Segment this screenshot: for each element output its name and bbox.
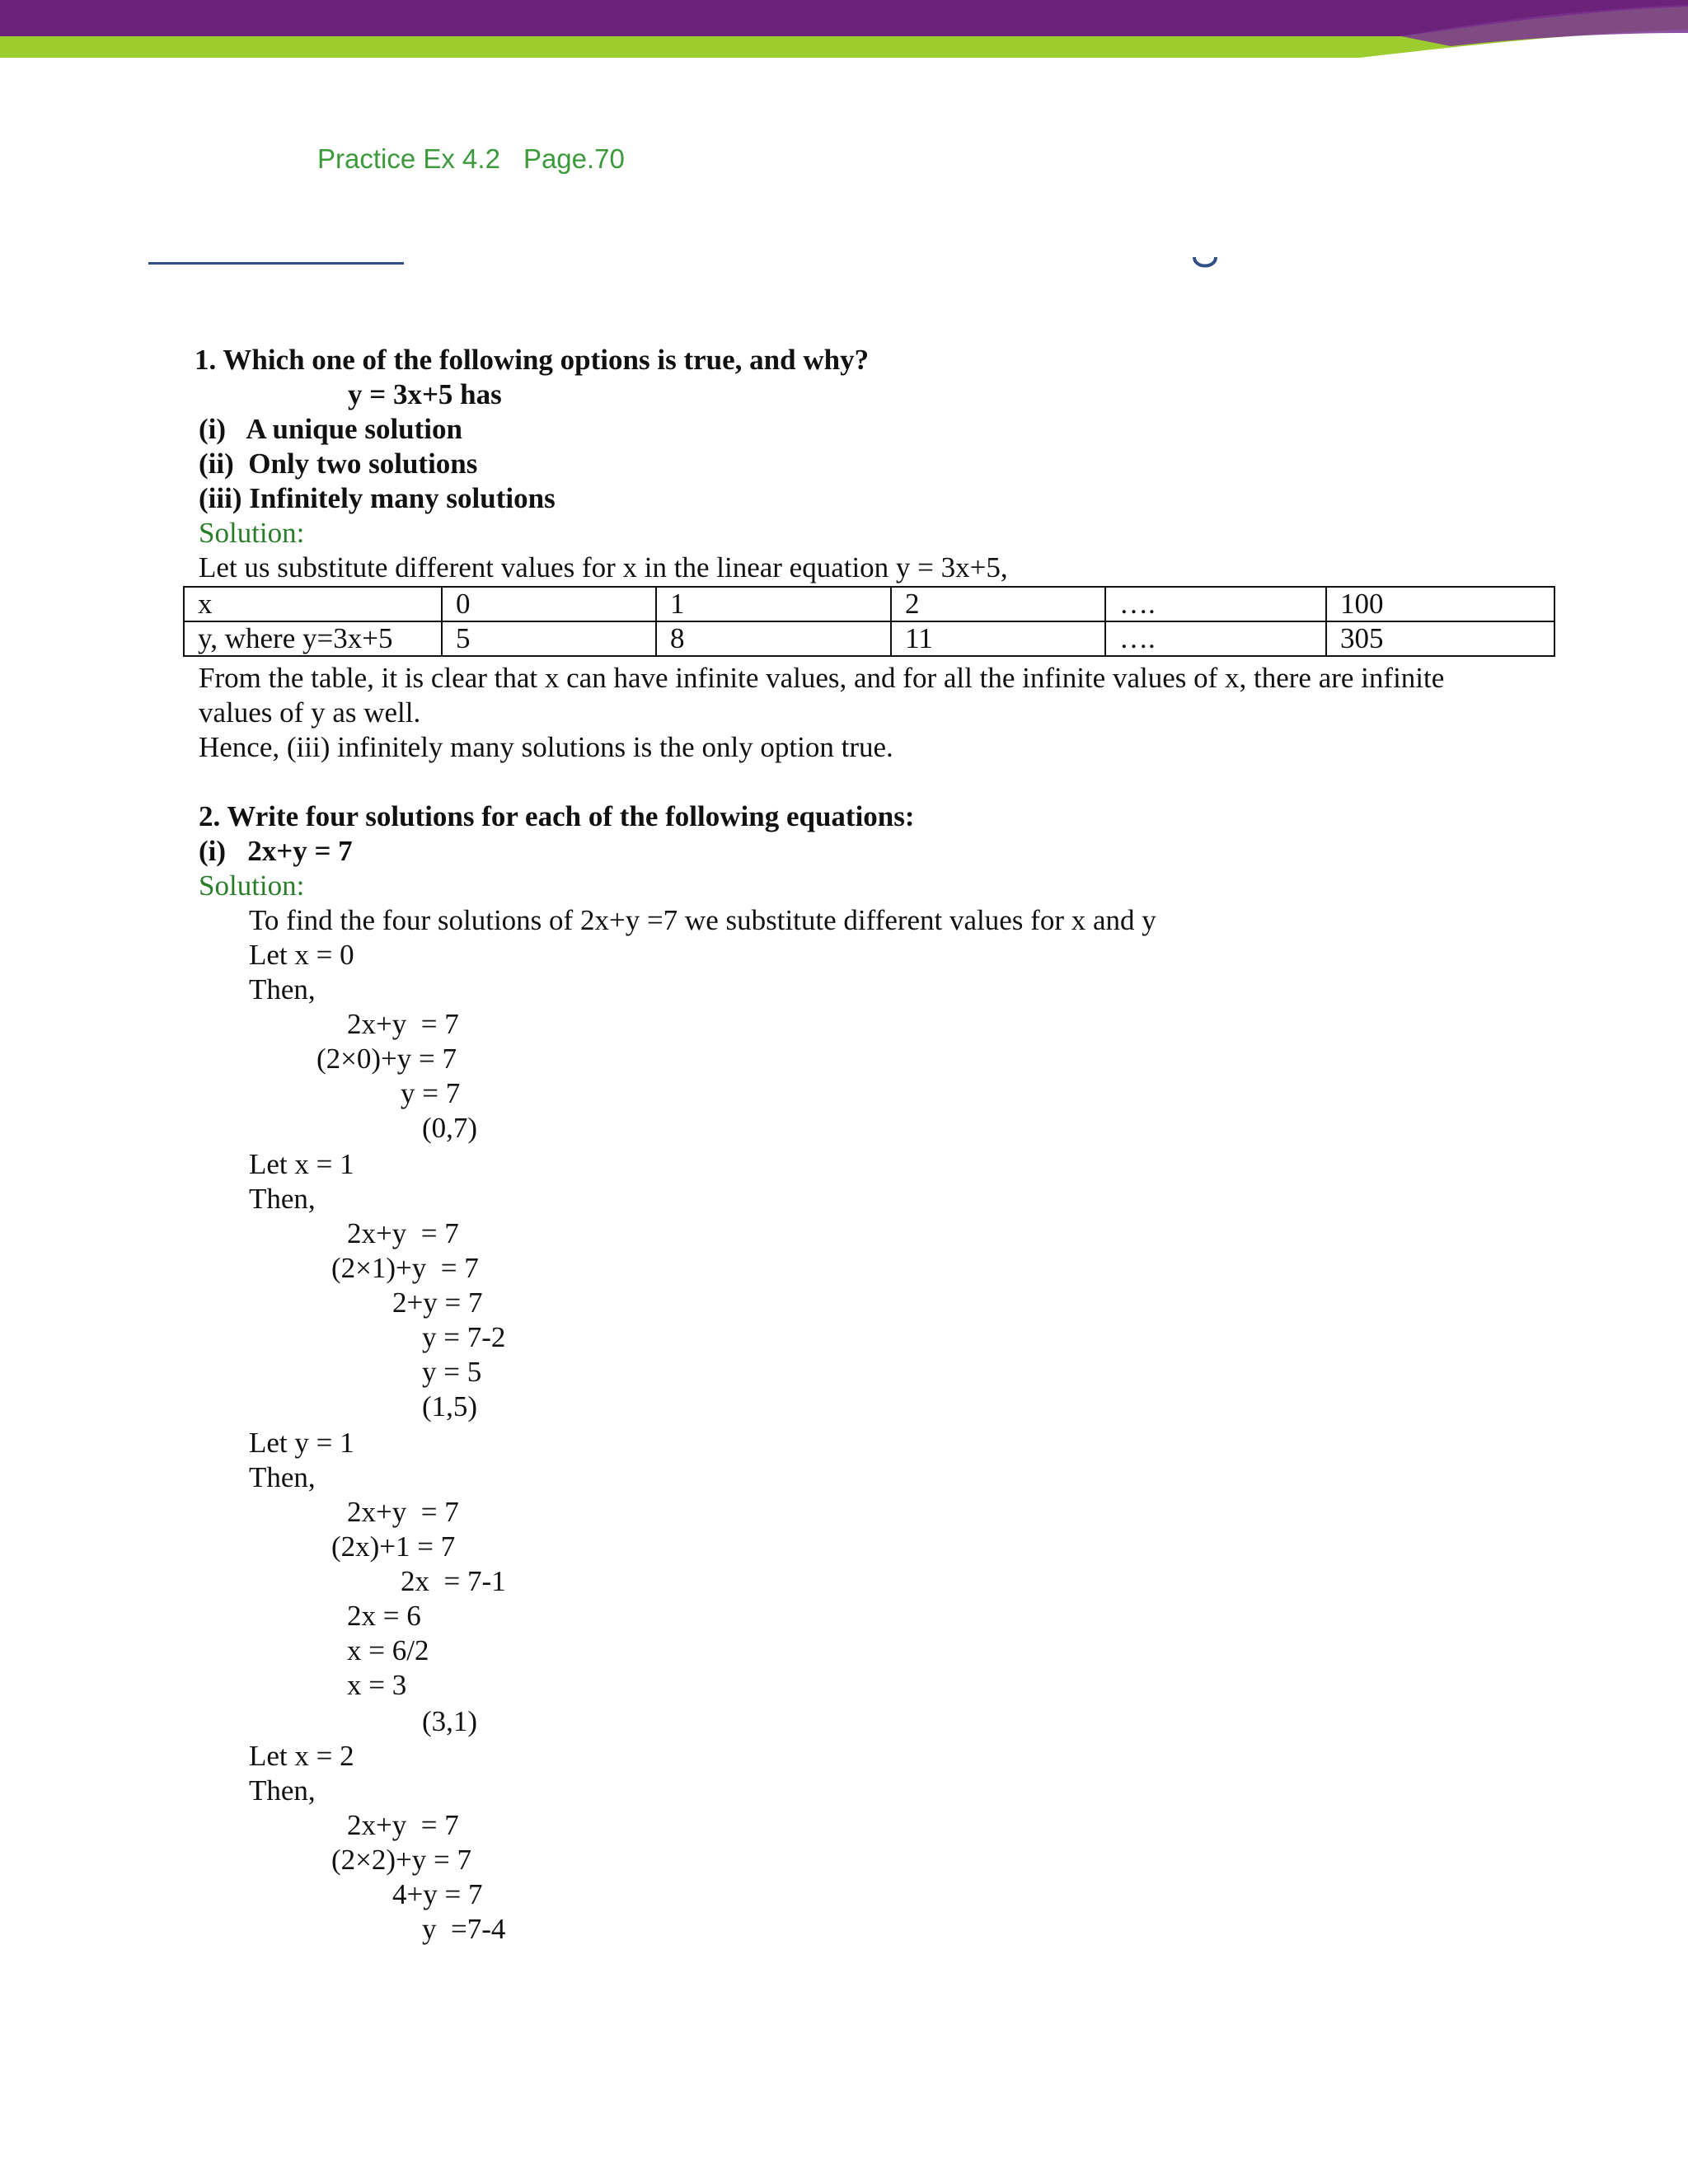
case4-step: (2×2)+y = 7 (331, 1844, 472, 1876)
case3-step: 2x = 7-1 (401, 1565, 506, 1597)
q1-conclusion-3: Hence, (iii) infinitely many solutions is the only option true. (199, 731, 893, 763)
case1-then: Then, (249, 973, 316, 1005)
q1-intro: Let us substitute different values for x in the linear equation y = 3x+5, (199, 551, 1008, 583)
case3-solution-pair: (3,1) (422, 1705, 478, 1737)
exercise-reference (317, 143, 648, 175)
q2-intro: To find the four solutions of 2x+y =7 we substitute different values for x and y (249, 904, 1156, 936)
case1-step: y = 7 (401, 1077, 461, 1109)
q1-option-iii: (iii) Infinitely many solutions (199, 482, 556, 514)
case2-solution-pair: (1,5) (422, 1390, 478, 1422)
values-table (183, 586, 1555, 657)
table-cell: x (184, 587, 442, 621)
case4-step: 2x+y = 7 (347, 1809, 459, 1841)
case1-step: 2x+y = 7 (347, 1008, 459, 1040)
table-cell: 5 (442, 621, 656, 656)
q1-conclusion-1: From the table, it is clear that x can have infinite values, and for all the infinite values of x, there are infinite (199, 662, 1445, 694)
case4-step: y =7-4 (422, 1913, 506, 1945)
case3-step: 2x+y = 7 (347, 1496, 459, 1528)
case4-then: Then, (249, 1774, 316, 1807)
title-text-fragment (1191, 241, 1219, 274)
table-cell: 100 (1326, 587, 1554, 621)
page-label: Page.70 (523, 143, 625, 174)
case2-step: 2+y = 7 (392, 1286, 483, 1319)
q1-solution-label: Solution: (199, 517, 305, 549)
case3-then: Then, (249, 1461, 316, 1493)
case4-let: Let x = 2 (249, 1740, 354, 1772)
q2-solution-label: Solution: (199, 869, 305, 902)
table-cell: 8 (656, 621, 891, 656)
q2-question: 2. Write four solutions for each of the following equations: (199, 800, 915, 832)
header-banner (0, 0, 1688, 66)
table-row (184, 587, 1554, 621)
exercise-label: Practice Ex 4.2 (317, 143, 500, 174)
q1-option-i: (i) A unique solution (199, 413, 462, 445)
case3-step: 2x = 6 (347, 1600, 421, 1632)
title-underline (148, 262, 404, 265)
case3-step: (2x)+1 = 7 (331, 1530, 456, 1563)
table-cell: 1 (656, 587, 891, 621)
case2-step: y = 5 (422, 1356, 482, 1388)
case2-step: (2×1)+y = 7 (331, 1252, 479, 1284)
q1-conclusion-2: values of y as well. (199, 696, 421, 729)
case2-then: Then, (249, 1183, 316, 1215)
table-cell: 2 (891, 587, 1105, 621)
table-cell: 11 (891, 621, 1105, 656)
case1-let: Let x = 0 (249, 939, 354, 971)
case2-step: 2x+y = 7 (347, 1217, 459, 1249)
q2-part-i: (i) 2x+y = 7 (199, 835, 353, 867)
table-cell: 0 (442, 587, 656, 621)
case2-let: Let x = 1 (249, 1148, 354, 1180)
q1-question: 1. Which one of the following options is true, and why? (195, 344, 870, 376)
case3-step: x = 6/2 (347, 1634, 429, 1666)
case3-step: x = 3 (347, 1669, 407, 1701)
table-cell: y, where y=3x+5 (184, 621, 442, 656)
table-cell: …. (1105, 587, 1326, 621)
case1-solution-pair: (0,7) (422, 1112, 478, 1144)
case1-step: (2×0)+y = 7 (316, 1043, 457, 1075)
table-row (184, 621, 1554, 656)
case4-step: 4+y = 7 (392, 1878, 483, 1910)
q1-equation: y = 3x+5 has (348, 378, 502, 410)
case2-step: y = 7-2 (422, 1321, 506, 1353)
table-cell: …. (1105, 621, 1326, 656)
q1-option-ii: (ii) Only two solutions (199, 448, 478, 480)
case3-let: Let y = 1 (249, 1427, 354, 1459)
table-cell: 305 (1326, 621, 1554, 656)
